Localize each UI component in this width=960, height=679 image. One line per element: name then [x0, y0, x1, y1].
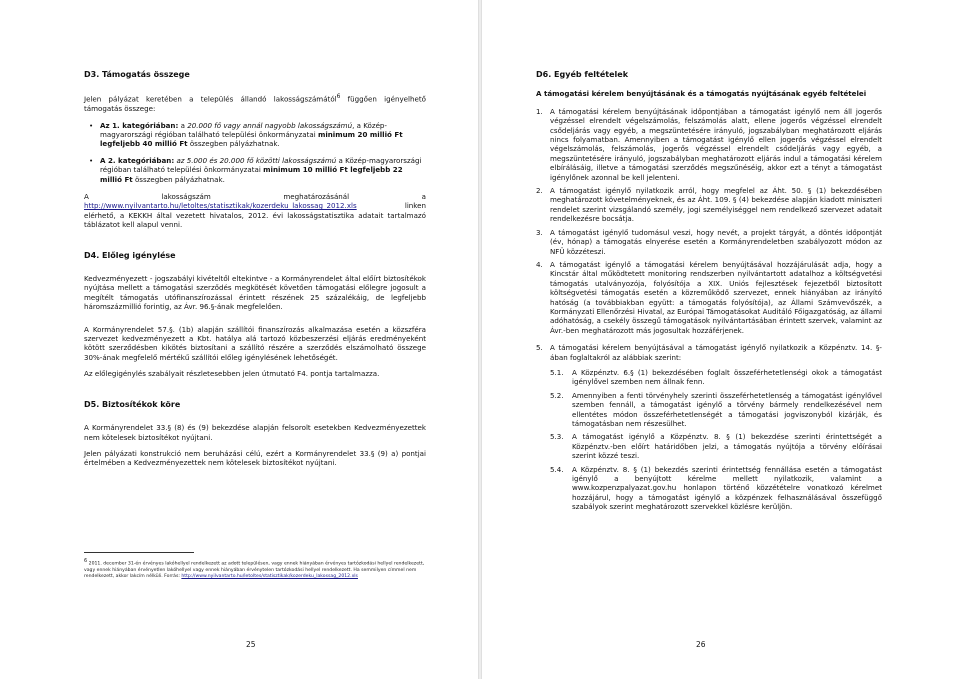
footnote-text: 2011. december 31-én érvényes lakóhellyel rendelkezett az adott településen, vagy ennek hiányában érvényes tartózkodási hellyel rendelkezett, vagy ennek hiányában érvényetlen lakóhellyel vagy ennek hiányában érvénytelen tartózkodási hellyel rendelkezett. Ha semmilyen címmel nem rendelkezett, akkor lakcím nélküli. Forrás:	[84, 561, 425, 579]
d4-paragraph-2: A Kormányrendelet 57.§. (1b) alapján szállítói finanszírozás alkalmazása esetén a közszféra szervezet kedvezményezett a Kbt. hatálya alá tartozó közbeszerzési eljárás eredményeként kötött szerződésben kikötés biztosítani a szállító részére a szerződés elszámolható összege 30%-ának megfelelő mértékű szállítói előleg igénylésének lehetőségét.	[84, 324, 426, 362]
category-label: A 2. kategóriában:	[100, 155, 175, 165]
category-lead: a	[178, 120, 188, 130]
sub-item-number: 5.1.	[550, 367, 564, 377]
d3-intro-text: Jelen pályázat keretében a település állandó lakosságszámától	[84, 94, 337, 104]
page-left	[0, 0, 478, 679]
page-right	[482, 0, 960, 679]
footnote	[84, 558, 426, 580]
page-left-content	[84, 70, 426, 475]
sub-item-number: 5.4.	[550, 464, 564, 474]
category-amount: minimum 20 millió Ft legfeljebb 40 millió Ft	[100, 129, 403, 149]
population-link-line	[84, 201, 426, 210]
category-label: Az 1. kategóriában:	[100, 120, 179, 130]
item-number: 4.	[536, 259, 543, 269]
population-link[interactable]: http://www.nyilvantarto.hu/letoltes/statisztikak/kozerdeku_lakossag_2012.xls	[84, 201, 357, 211]
item-text: A támogatási kérelem benyújtásának időpontjában a támogatást igénylő nem áll jogerős végzéssel elrendelt végelszámolás, felszámolás alatt, ellene jogerős végzéssel elrendelt csődeljárás vagy egyéb, a megszüntetésére irányuló, jogszabályban meghatározott eljárás nincs folyamatban. Amennyiben a támogatást igénylő ellen jogerős végzéssel elrendelt végelszámolás, felszámolás, jogerős végzéssel elrendelt csődeljárás vagy egyéb, a megszüntetésére irányuló, jogszabályban meghatározott eljárás indul a támogatási kérelem elbírálásáig, illetve a támogatási szerződés megszűnéséig, akkor ezt a tényt a támogatást igénylőnek azonnal be kell jelenteni.	[550, 106, 882, 182]
page-right-content	[536, 70, 882, 516]
sub-list-item	[550, 432, 882, 460]
sub-item-number: 5.3.	[550, 432, 564, 442]
footnote-divider	[84, 552, 194, 553]
item-number: 1.	[536, 106, 543, 116]
sub-item-text: Amennyiben a fenti törvényhely szerinti összeférhetetlenség a támogatást igénylővel szemben fennáll, a támogatást igénylő a törvény bármely rendelkezésével nem ellentétes módon összeférhetetlenségét a támogatási jogviszonyból kizárják, és támogatásban nem részesülhet.	[572, 390, 882, 428]
population-rest: elérhető, a KEKKH által vezetett hivatalos, 2012. évi lakosságstatisztika adatait tartalmazó táblázatot kell alapul venni.	[84, 210, 426, 230]
section-heading-d3: D3. Támogatás összege	[84, 70, 190, 79]
sub-item-text: A Közpénztv. 6.§ (1) bekezdésében foglalt összeférhetetlenségi okok a támogatást igénylővel szemben nem állnak fenn.	[572, 367, 882, 387]
list-item	[536, 228, 882, 256]
list-item	[536, 186, 882, 224]
category-list	[84, 121, 426, 184]
section-heading-d5: D5. Biztosítékok köre	[84, 399, 181, 409]
sub-item-text: A támogatást igénylő a Közpénztv. 8. § (1) bekezdése szerinti érintettségét a Közpénztv.-ben előírt határidőben jelzi, a támogatás nyújtója a törvény előírásai szerint közzé teszi.	[572, 432, 882, 461]
d3-intro-rest: függően igényelhető támogatás összege:	[84, 94, 426, 114]
category-end: összegben pályázhatnak.	[132, 174, 225, 184]
list-item	[536, 260, 882, 335]
population-word: lakosságszám	[161, 192, 211, 202]
item-text: A támogatást igénylő a támogatási kérelem benyújtásával hozzájárulását adja, hogy a Kincstár által működtetett monitoring rendszerben nyilvántartott adatalhoz a költségvetési támogatás utalványozója, folyósítója a XIX. Uniós fejlesztések fejezetből biztosított költségvetési támogatás esetén a közreműködő szervezet, ennek hiányában az irányító hatóság (a továbbiakban együtt: a támogatás folyósítója), az Állami Számvevőszék, a Kormányzati Ellenőrzési Hivatal, az Európai Támogatásokat Auditáló Főigazgatóság, az állami adóhatóság, a csekély összegű támogatások nyilvántartásában érintett szervek, valamint az Ávr.-ben meghatározott más jogosultak hozzáférjenek.	[550, 259, 882, 335]
d4-paragraph-1: Kedvezményezett - jogszabályi kivételtől eltekintve - a Kormányrendelet által előírt biztosítékok nyújtása mellett a támogatási szerződés megkötését követően támogatási előlegre jogosult a megítélt támogatás utófinanszírozással érintett részének 25 százalékáig, de legfeljebb háromszázmillió forintig, az Ávr. 96.§-ának megfelelően.	[84, 274, 426, 312]
item-text: A támogatási kérelem benyújtásával a támogatást igénylő nyilatkozik a Közpénztv. 14. §-ában foglaltakról az alábbiak szerint:	[550, 343, 882, 362]
category-end: összegben pályázhatnak.	[187, 139, 280, 149]
footnote-ref: 6	[336, 94, 341, 101]
page-number: 26	[696, 640, 706, 649]
category-text: , a Közép-magyarországi régióban található települési önkormányzatai	[100, 120, 387, 139]
subheading: A támogatási kérelem benyújtásának és a támogatás nyújtásának egyéb feltételei	[536, 89, 867, 99]
d3-intro	[84, 93, 426, 113]
page-number: 25	[246, 640, 256, 649]
category-text: a Közép-magyarországi régióban található települési önkormányzatai	[100, 155, 422, 175]
conditions-list	[536, 107, 882, 512]
item-text: A támogatást igénylő tudomásul veszi, hogy nevét, a projekt tárgyát, a döntés időpontját (év, hónap) a támogatás elnyerése esetén a Kormányrendeletben szabályozott módon az NFÜ közzéteszi.	[550, 227, 882, 256]
sub-item-number: 5.2.	[550, 390, 564, 400]
population-word: linken	[404, 201, 426, 211]
item-number: 3.	[536, 227, 543, 237]
footnote-number: 6	[84, 558, 88, 564]
category-italic: az 5.000 és 20.000 fő közötti lakosságszámú	[174, 155, 337, 165]
item-number: 2.	[536, 186, 543, 196]
list-item	[536, 343, 882, 512]
sub-list-item	[550, 368, 882, 387]
sub-list-item	[550, 391, 882, 429]
item-text: A támogatást igénylő nyilatkozik arról, hogy megfelel az Áht. 50. § (1) bekezdésében meghatározott követelményeknek, és az Áht. 109. § (4) bekezdése alapján kiadott miniszteri rendelet szerint vizsgálandó személy, jogi személyiséggel nem rendelkező szervezet adatait rendelkezésre bocsátja.	[550, 186, 882, 224]
item-number: 5.	[536, 343, 543, 353]
section-heading-d6: D6. Egyéb feltételek	[536, 70, 629, 79]
d5-paragraph-2: Jelen pályázati konstrukció nem beruházási célú, ezért a Kormányrendelet 33.§ (9) a) pontjai értelmében a Kedvezményezettek nem kötelesek biztosítékot nyújtani.	[84, 448, 426, 468]
population-word: a	[421, 192, 426, 202]
list-item	[100, 121, 426, 149]
sub-list-item	[550, 465, 882, 512]
population-word: meghatározásánál	[283, 192, 350, 202]
category-amount: minimum 10 millió Ft legfeljebb 22 millió Ft	[100, 165, 403, 184]
category-italic: 20.000 fő vagy annál nagyobb lakosságszámú	[187, 120, 353, 130]
sub-list	[550, 368, 882, 512]
section-heading-d4: D4. Előleg igénylése	[84, 250, 176, 260]
population-line	[84, 192, 426, 201]
population-word: A	[84, 192, 89, 202]
list-item	[100, 156, 426, 184]
footnote-link[interactable]: http://www.nyilvantarto.hu/letoltes/statisztikak/kozerdeku_lakossag_2012.xls	[181, 573, 358, 579]
list-item	[536, 107, 882, 182]
d4-paragraph-3: Az előlegigénylés szabályait részletesebben jelen útmutató F4. pontja tartalmazza.	[84, 369, 380, 379]
d5-paragraph-1: A Kormányrendelet 33.§ (8) és (9) bekezdése alapján felsorolt esetekben Kedvezményezettek nem kötelesek biztosítékot nyújtani.	[84, 423, 426, 442]
sub-item-text: A Közpénztv. 8. § (1) bekezdés szerinti érintettség fennállása esetén a támogatást igénylő a benyújtott kérelme mellett nyilatkozik, valamint a www.kozpenzpalyazat.gov.hu honlapon történő közzétételre vonatkozó kérelmet hozzájárul, hogy a támogatást igénylő a közpénzek felhasználásával összefüggő szabályok szerint meghatározott szervekkel közlésre kerüljön.	[572, 464, 882, 512]
